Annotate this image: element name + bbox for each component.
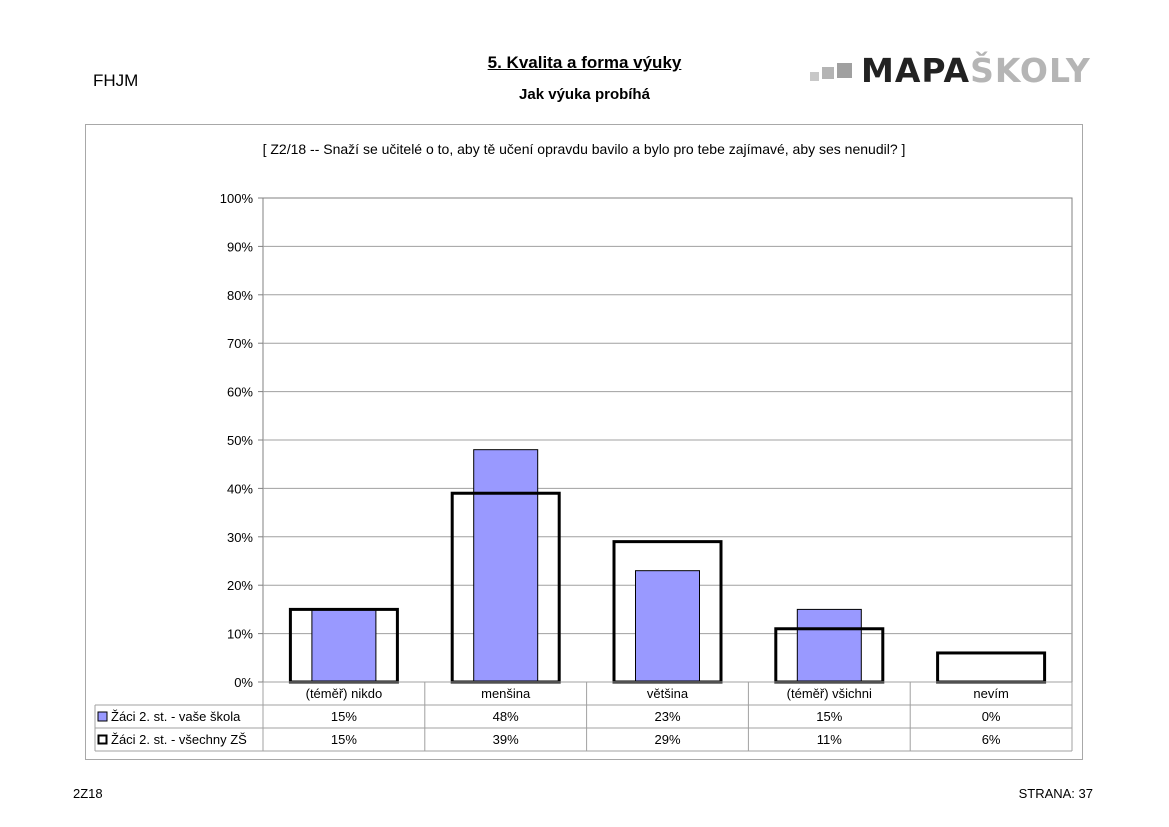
footer-code: 2Z18 (73, 786, 103, 801)
bar-vsechny-zs (938, 653, 1045, 682)
bar-vase-skola (797, 609, 861, 682)
y-tick-label: 10% (226, 626, 253, 642)
category-label: (téměř) nikdo (305, 686, 383, 701)
category-label: nevím (973, 686, 1009, 701)
bar-vase-skola (636, 571, 700, 682)
data-label-vase-skola: 15% (816, 709, 843, 724)
y-tick-label: 0% (234, 675, 253, 690)
y-tick-label: 40% (226, 481, 253, 497)
y-tick-label: 20% (226, 578, 253, 594)
data-label-vsechny-zs: 11% (816, 732, 842, 747)
logo-text: MAPAŠKOLY (861, 50, 1091, 90)
category-label: menšina (481, 686, 531, 701)
category-label: většina (646, 686, 689, 701)
data-label-vsechny-zs: 15% (330, 732, 357, 747)
page-subtitle: Jak výuka probíhá (519, 86, 650, 103)
data-label-vsechny-zs: 6% (981, 732, 1001, 747)
y-tick-label: 100% (219, 191, 253, 206)
data-label-vase-skola: 15% (330, 709, 357, 724)
data-label-vase-skola: 23% (654, 709, 681, 724)
school-code: FHJM (93, 71, 139, 90)
page-title-text: 5. Kvalita a forma výuky (487, 53, 682, 72)
data-label-vase-skola: 48% (492, 709, 519, 724)
bar-vase-skola (474, 450, 538, 682)
y-tick-label: 80% (226, 287, 253, 303)
data-label-vsechny-zs: 29% (654, 732, 681, 747)
y-tick-label: 30% (226, 529, 253, 545)
y-tick-label: 70% (226, 336, 253, 352)
y-tick-label: 50% (226, 433, 253, 448)
category-label: (téměř) všichni (786, 686, 872, 701)
y-tick-label: 90% (226, 239, 253, 255)
bar-vase-skola (312, 609, 376, 682)
legend-label-vase-skola: Žáci 2. st. - vaše škola (111, 709, 241, 724)
data-label-vase-skola: 0% (981, 709, 1001, 724)
page-number: STRANA: 37 (1018, 786, 1093, 801)
legend-label-vsechny-zs: Žáci 2. st. - všechny ZŠ (111, 732, 247, 747)
legend-key-vase-skola (98, 712, 107, 721)
data-label-vsechny-zs: 39% (492, 732, 519, 747)
chart-title: [ Z2/18 -- Snaží se učitelé o to, aby tě učení opravdu bavilo a bylo pro tebe zajímavé, aby ses nenudil? ] (262, 141, 906, 157)
legend-key-vsechny-zs (99, 736, 107, 744)
y-tick-label: 60% (226, 384, 253, 400)
